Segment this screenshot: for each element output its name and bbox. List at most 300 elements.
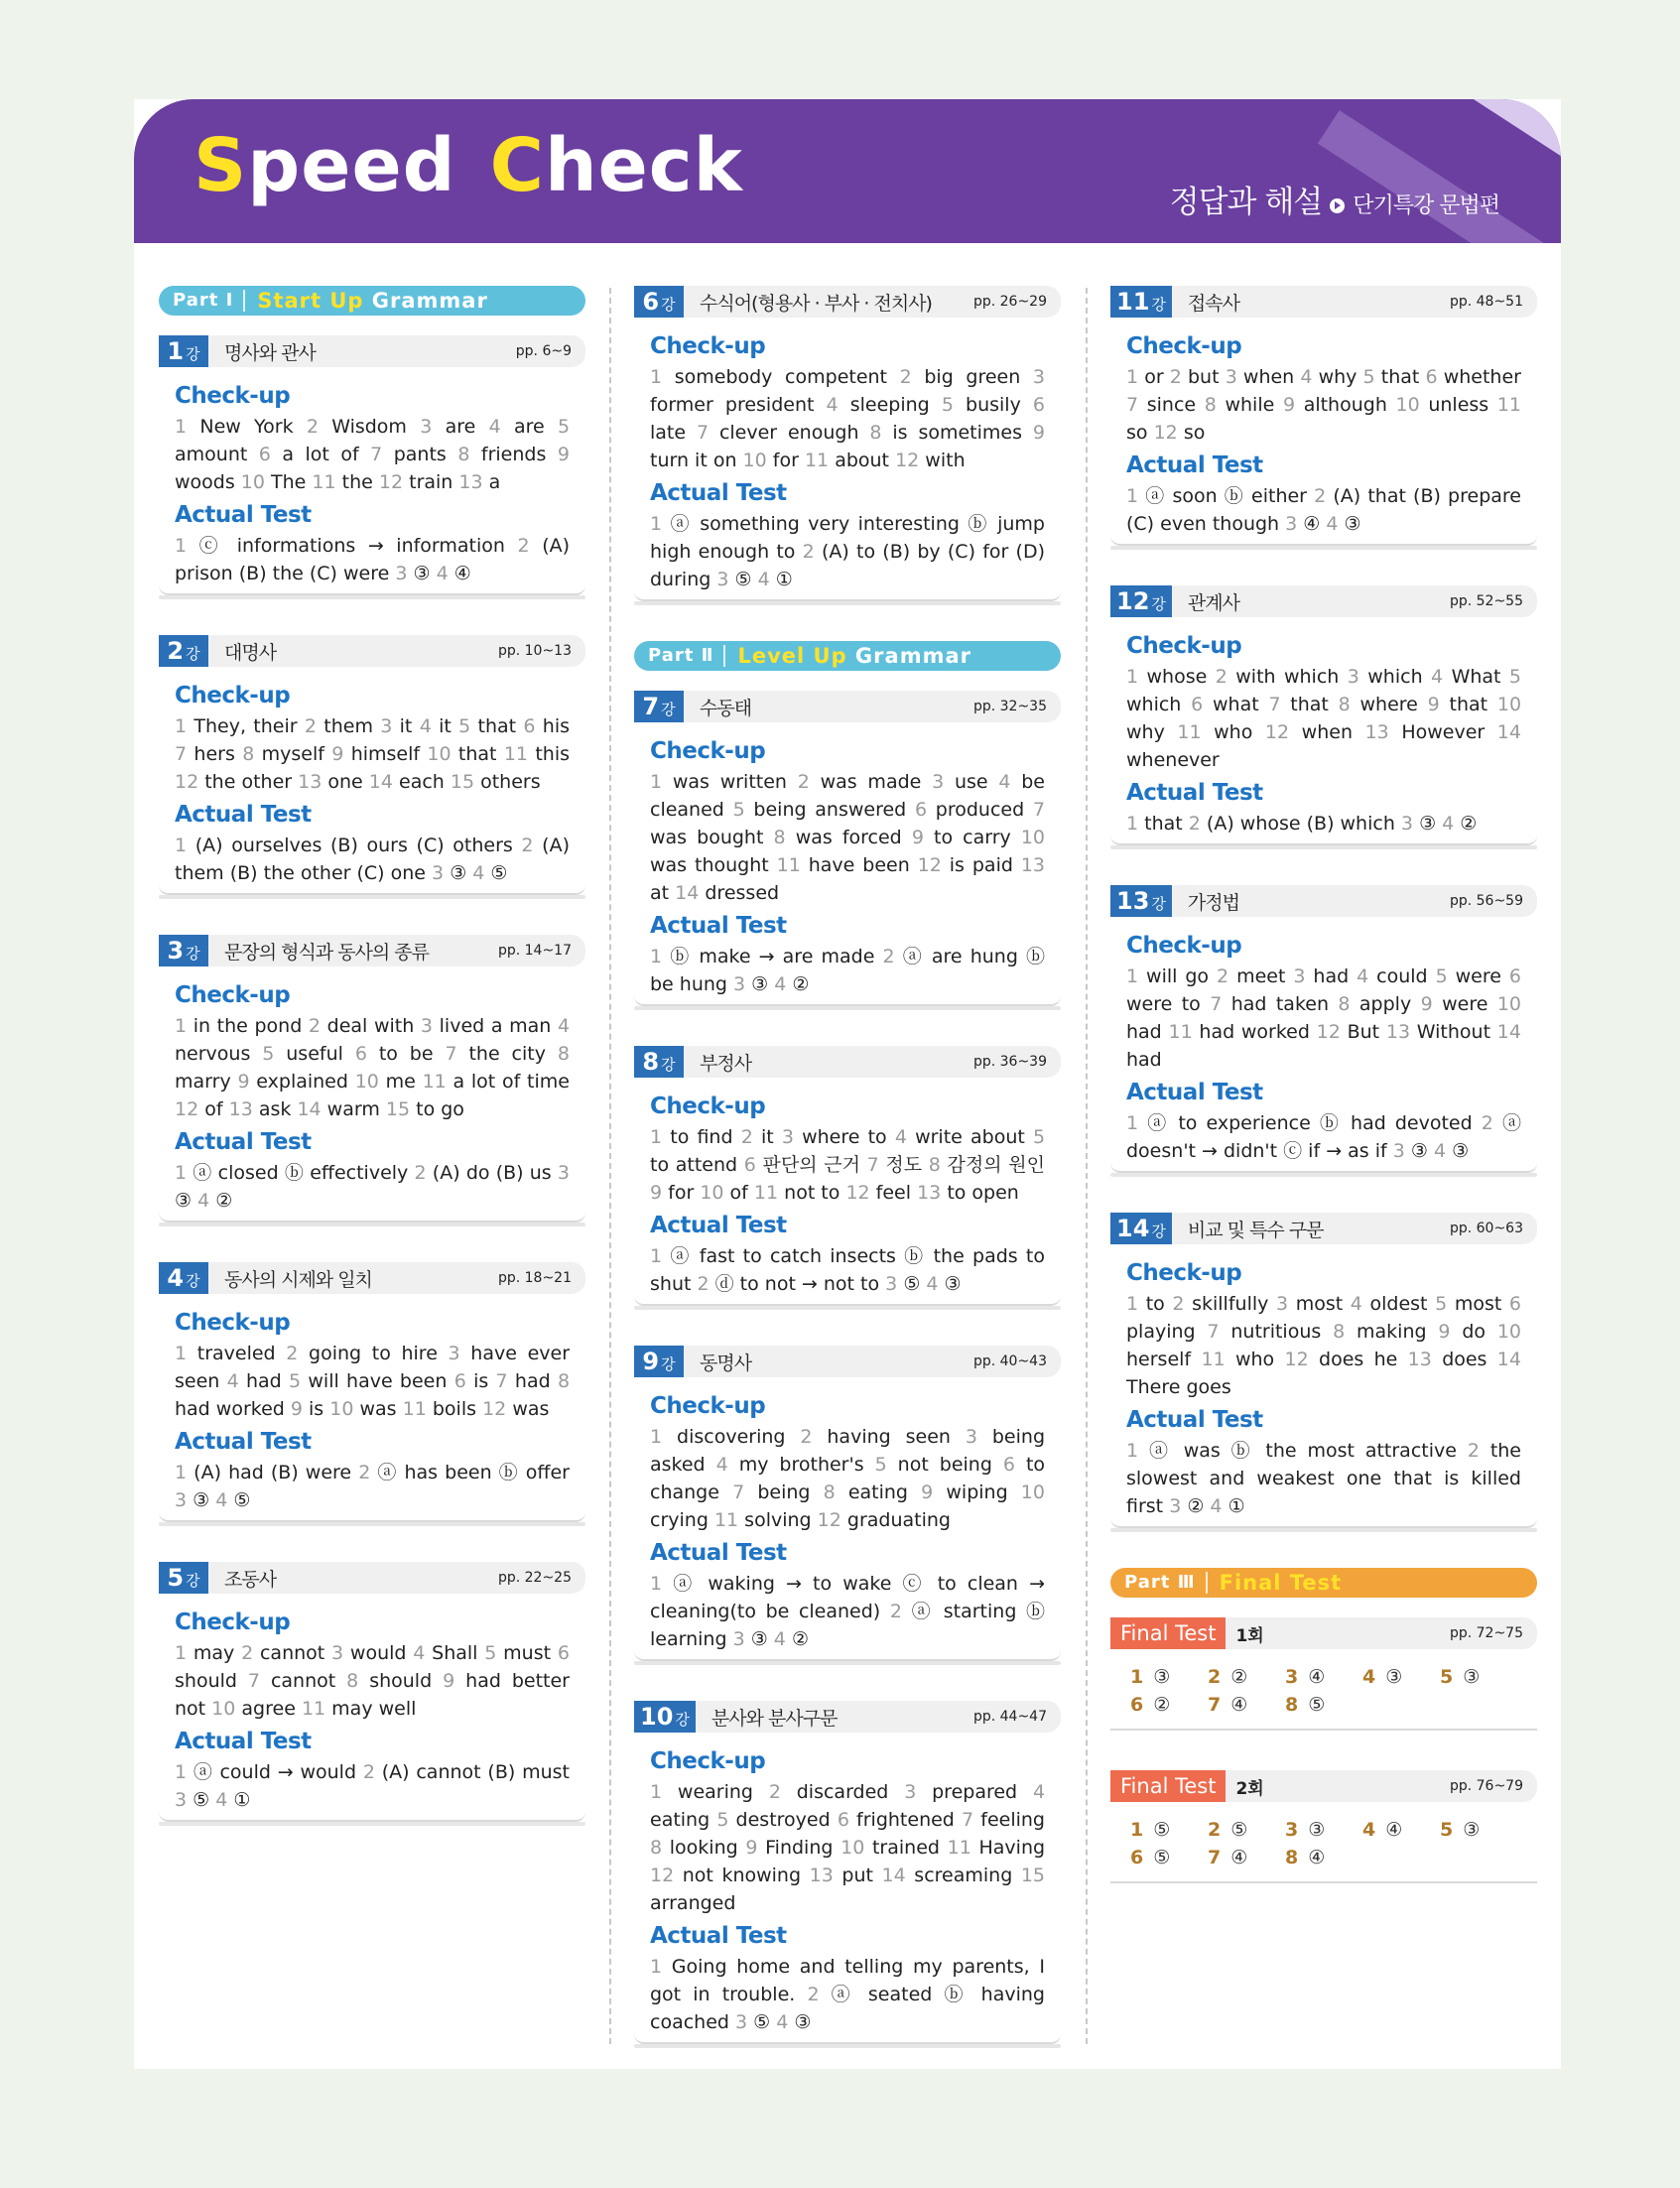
answer-number: 6 (837, 1809, 849, 1831)
answer-item (241, 1642, 324, 1664)
answer-text: when (1301, 721, 1353, 743)
lesson-answers (634, 1377, 1061, 1653)
answer-number: 10 (1020, 1481, 1045, 1503)
actual-test-heading: Actual Test (175, 1129, 312, 1155)
answer-number: 6 (523, 715, 536, 737)
lesson-pages: pp. 14~17 (497, 943, 572, 959)
answer-text: sleeping (849, 394, 930, 416)
column-divider (609, 288, 611, 2044)
answer-number: 14 (881, 1865, 906, 1886)
answer-item (733, 973, 768, 995)
answer-item (1126, 485, 1307, 507)
answer-number: 2 (306, 416, 319, 438)
answer-text: whenever (1126, 749, 1220, 771)
answer-item (175, 1462, 351, 1483)
answer-number: 8 (1285, 1694, 1299, 1716)
answer-number: 1 (1126, 366, 1139, 388)
answer-text: with (925, 450, 966, 471)
answer-item (827, 394, 930, 416)
answer-text: since (1146, 394, 1197, 416)
answer-text: Without (1416, 1021, 1491, 1043)
lesson-header (159, 1562, 585, 1594)
answer-item (650, 366, 887, 388)
answer-item (1126, 366, 1164, 388)
answer-item (297, 1098, 379, 1120)
answer-number: 3 (420, 416, 433, 438)
answer-text: Having (978, 1837, 1046, 1859)
answer-item (329, 1398, 396, 1420)
answer-text: screaming (914, 1865, 1013, 1886)
final-test-pages: pp. 72~75 (1449, 1625, 1523, 1641)
answer-text: had better not (175, 1670, 570, 1720)
answer-item (805, 450, 889, 471)
answer-number: 10 (1496, 694, 1522, 715)
answer-item (1168, 1021, 1309, 1043)
answer-text: (A) whose (B) which (1206, 813, 1395, 835)
answer-item (1177, 721, 1252, 743)
lesson-answers (634, 318, 1061, 593)
answer-number: 6 (557, 1642, 570, 1664)
checkup-heading: Check-up (650, 333, 766, 359)
answer-number: 13 (1020, 854, 1046, 876)
answer-item (650, 1182, 694, 1204)
answer-item (735, 2011, 770, 2033)
final-test-round: 2회 (1235, 1778, 1264, 1799)
answer-number: 6 (1130, 1694, 1144, 1716)
lesson-header (159, 935, 585, 966)
answer-text: (A) do (B) us (432, 1162, 552, 1184)
answer-item (1169, 1495, 1204, 1517)
answer-item (732, 1481, 810, 1503)
lesson-answers (159, 1594, 585, 1814)
answer-text: marry (175, 1071, 231, 1093)
answer-number: 10 (1395, 394, 1420, 416)
part-name (1208, 1571, 1343, 1595)
actual-test-heading: Actual Test (1126, 1080, 1263, 1105)
answer-number: 4 (1032, 1781, 1046, 1803)
answer-text: useful (286, 1043, 343, 1065)
answer-text: the slowest and weakest one that is killed first (1126, 1440, 1521, 1517)
answer-text: are (513, 416, 545, 438)
answer-number: 7 (495, 1370, 508, 1392)
answer-text: Going home and telling my parents, I got in trouble. (650, 1956, 1045, 2005)
answer-item (824, 1481, 908, 1503)
answer-number: 11 (713, 1509, 739, 1531)
answer-item (782, 1126, 887, 1148)
answer-number: 13 (1385, 1021, 1411, 1043)
answer-number: 6 (1002, 1454, 1015, 1476)
final-answer (1130, 1663, 1208, 1691)
answer-text: that (1380, 366, 1420, 388)
answer-text: will go (1146, 965, 1210, 987)
actual-test-heading: Actual Test (650, 1540, 787, 1566)
actual-test-heading: Actual Test (650, 480, 787, 506)
checkup-heading: Check-up (650, 738, 766, 764)
answer-item (650, 771, 787, 793)
answer-number: 13 (228, 1098, 253, 1120)
answer-number: 2 (286, 1343, 299, 1364)
final-answer (1285, 1691, 1362, 1719)
answer-item (1438, 1321, 1486, 1343)
part-name (725, 644, 971, 668)
answer-item (869, 422, 1022, 444)
lesson-pages: pp. 6~9 (515, 343, 572, 359)
answer-text: a (488, 471, 501, 493)
answer-text: ③ (1344, 513, 1361, 535)
lesson-card-4 (159, 1262, 585, 1522)
final-test-card (1110, 1617, 1537, 1731)
answer-text: of (729, 1182, 748, 1204)
answer-number: 4 (1362, 1819, 1376, 1841)
answer-text: ③ (1452, 1140, 1470, 1162)
lesson-title: 수동태 (700, 697, 752, 719)
answer-item (1268, 694, 1328, 715)
answer-text: (A) ourselves (B) ours (C) others (194, 835, 513, 856)
answer-number: 3 (1285, 513, 1298, 535)
answer-number: 1 (650, 1126, 663, 1148)
answer-number: 3 (557, 1162, 570, 1184)
answer-item (312, 471, 372, 493)
answer-item (175, 743, 235, 765)
answer-item (472, 862, 507, 884)
answer-text: be cleaned (650, 771, 1045, 821)
answer-text: explained (256, 1071, 348, 1093)
final-answer (1208, 1691, 1285, 1719)
answer-number: 7 (1210, 993, 1223, 1015)
answer-number: 1 (175, 1642, 188, 1664)
answer-number: 5 (874, 1454, 887, 1476)
answer-number: 4 (215, 1489, 228, 1511)
answer-number: 8 (242, 743, 255, 765)
part-name-highlight: Final Test (1219, 1571, 1343, 1595)
lesson-answers (634, 1078, 1061, 1298)
part-name: Start Up Grammar (257, 289, 488, 313)
answer-number: 3 (1285, 1666, 1299, 1688)
answer-number: 6 (453, 1370, 466, 1392)
answer-item (355, 1043, 434, 1065)
answer-number: 8 (1338, 993, 1351, 1015)
answer-text: others (480, 771, 541, 793)
answer-text: Finding (765, 1837, 834, 1859)
lesson-number: 5 (167, 1564, 185, 1592)
answer-item (197, 1190, 232, 1212)
answer-number: 6 (743, 1154, 756, 1176)
answer-number: 6 (354, 1043, 367, 1065)
checkup-heading: Check-up (175, 1609, 291, 1635)
answer-item (309, 1015, 414, 1037)
answer-text: is sometimes (892, 422, 1022, 444)
answer-number: 7 (962, 1809, 974, 1831)
final-test-round: 1회 (1235, 1625, 1264, 1646)
answer-number: 3 (1392, 1140, 1405, 1162)
answer-item (395, 563, 430, 584)
answer-text: crying (650, 1509, 709, 1531)
answer-number: 8 (1333, 1321, 1346, 1343)
answer-text: is (473, 1370, 489, 1392)
lesson-card-2 (159, 635, 585, 895)
answer-number: 1 (650, 366, 663, 388)
answer-number: 9 (331, 743, 344, 765)
answer-text: had worked (1199, 1021, 1310, 1043)
answer-text: produced (935, 799, 1025, 821)
answer-item (838, 1809, 955, 1831)
answer-number: 2 (899, 366, 912, 388)
lesson-header (1110, 1213, 1537, 1244)
answer-item (1210, 993, 1329, 1015)
answer-text: ⓐ fast to catch insects ⓑ the pads to shut (650, 1245, 1045, 1295)
answer-number: 9 (1438, 1321, 1451, 1343)
answer-item (1170, 366, 1220, 388)
answer-item (1189, 813, 1395, 835)
answer-item (423, 1071, 570, 1093)
answer-text: going to hire (309, 1343, 438, 1364)
lesson-unit: 강 (186, 1272, 200, 1290)
answer-number: 12 (482, 1398, 507, 1420)
answer-number: 2 (308, 1015, 322, 1037)
answer-text: ⓐ to experience ⓑ had devoted (1147, 1112, 1473, 1134)
answer-text: ④ (1303, 513, 1321, 535)
answer-number: 10 (700, 1182, 724, 1204)
answer-number: 7 (175, 743, 188, 765)
answer-number: 2 (521, 835, 534, 856)
answer-text: amount (175, 444, 248, 465)
answer-item (248, 1670, 335, 1692)
answer-item (227, 1370, 282, 1392)
answer-number: 12 (917, 854, 942, 876)
answer-number: 1 (650, 1573, 663, 1595)
answer-text: was made (820, 771, 922, 793)
answer-number: 3 (420, 1015, 434, 1037)
answer-number: 8 (928, 1154, 941, 1176)
answer-text: What (1451, 666, 1501, 688)
answer-number: 1 (650, 513, 663, 535)
lesson-title: 접속사 (1187, 292, 1239, 315)
answer-number: 2 (1215, 666, 1228, 688)
answer-number: 2 (517, 535, 530, 557)
answer-text: had (1126, 1021, 1162, 1043)
final-answer (1208, 1816, 1285, 1844)
answer-text: should (369, 1670, 433, 1692)
answer-item (745, 1837, 833, 1859)
answer-item (1126, 965, 1209, 987)
answer-text: which (1126, 694, 1182, 715)
answer-number: 11 (1496, 394, 1522, 416)
part-label: Part Ⅲ (1110, 1572, 1208, 1594)
answer-item (289, 1370, 447, 1392)
answer-number: 7 (1208, 1694, 1222, 1716)
part3-banner (1110, 1568, 1537, 1598)
answer-text: where (1359, 694, 1418, 715)
answer-text: friends (480, 444, 547, 465)
answer-text: But (1347, 1021, 1380, 1043)
answer-item (415, 1162, 552, 1184)
part-name-rest: Grammar (846, 644, 971, 668)
answer-text: what (1212, 694, 1259, 715)
answer-item (926, 1273, 961, 1295)
answer-number: 8 (557, 1370, 571, 1392)
answer-text: eating (847, 1481, 908, 1503)
answer-text: ③ (1385, 1666, 1403, 1688)
lesson-number: 7 (642, 693, 660, 720)
answer-item (1357, 965, 1428, 987)
answer-number: 6 (1508, 965, 1521, 987)
answer-list (650, 768, 1045, 907)
answer-item (451, 771, 541, 793)
answer-item (716, 1809, 830, 1831)
answer-item (1338, 993, 1411, 1015)
answer-number: 2 (807, 1984, 820, 2005)
speed-check-logo: Speed Check (194, 123, 743, 208)
answer-item (305, 715, 373, 737)
lesson-unit: 강 (661, 296, 676, 314)
lesson-card-6 (634, 286, 1061, 601)
answer-item (1348, 666, 1423, 688)
lesson-answers (1110, 917, 1537, 1165)
answer-list (175, 1012, 570, 1123)
answer-item (1436, 965, 1501, 987)
answer-number: 7 (732, 1481, 745, 1503)
lesson-title: 동사의 시제와 일치 (224, 1268, 372, 1291)
answer-item (175, 771, 292, 793)
answer-item (917, 1182, 1019, 1204)
answer-text: or (1144, 366, 1164, 388)
answer-item (650, 946, 874, 967)
answer-number: 4 (1350, 1293, 1362, 1315)
answer-number: 3 (1032, 366, 1045, 388)
answer-text: ⑤ (753, 2011, 771, 2033)
actual-test-heading: Actual Test (1126, 780, 1263, 806)
answer-number: 7 (696, 422, 710, 444)
answer-text: had (245, 1370, 282, 1392)
answer-item (454, 1370, 489, 1392)
answer-number: 1 (1126, 1112, 1139, 1134)
answer-text: discovering (677, 1426, 786, 1448)
answer-item (1326, 513, 1360, 535)
answer-list (650, 1778, 1045, 1917)
lesson-badge (1110, 585, 1172, 617)
lesson-answers (1110, 318, 1537, 538)
answer-text: while (1225, 394, 1275, 416)
answer-number: 7 (1208, 1847, 1222, 1868)
answer-number: 3 (1400, 813, 1414, 835)
answer-text: ③ (413, 563, 431, 584)
lesson-pages: pp. 44~47 (972, 1709, 1047, 1725)
answer-number: 3 (781, 1126, 794, 1148)
answer-text: ② (1230, 1666, 1248, 1688)
answer-number: 9 (237, 1071, 250, 1093)
lesson-number: 14 (1116, 1215, 1150, 1242)
answer-text: put (841, 1865, 873, 1886)
answer-list (1126, 963, 1521, 1074)
answer-text: write about (915, 1126, 1025, 1148)
final-test-label: Final Test (1110, 1770, 1226, 1802)
answer-item (1210, 1495, 1244, 1517)
answer-item (457, 444, 546, 465)
lesson-badge (159, 935, 208, 966)
answer-item (1396, 394, 1489, 416)
answer-number: 15 (450, 771, 475, 793)
answer-item (1300, 366, 1357, 388)
answer-number: 10 (427, 743, 452, 765)
answer-number: 1 (650, 771, 663, 793)
answer-text: where to (802, 1126, 887, 1148)
answer-text: nervous (175, 1043, 251, 1065)
answer-number: 5 (262, 1043, 275, 1065)
answer-item (420, 715, 452, 737)
answer-text: big green (924, 366, 1021, 388)
answer-item (1205, 394, 1275, 416)
answer-text: to change (650, 1454, 1046, 1503)
answer-number: 13 (1364, 721, 1389, 743)
answer-text: oldest (1369, 1293, 1428, 1315)
answer-item (1425, 366, 1520, 388)
checkup-heading: Check-up (175, 383, 291, 409)
answer-text: was thought (650, 854, 769, 876)
answer-text: whether (1443, 366, 1521, 388)
lesson-number: 2 (167, 637, 185, 665)
answer-number: 8 (1285, 1847, 1299, 1868)
actual-test-heading: Actual Test (650, 913, 787, 939)
lesson-unit: 강 (186, 645, 200, 663)
answer-text: ⓑ make → are made (670, 946, 875, 967)
answer-item (175, 1015, 302, 1037)
answer-text: wiping (946, 1481, 1008, 1503)
answer-text: ⑤ (1308, 1694, 1326, 1716)
lesson-title: 비교 및 특수 구문 (1187, 1219, 1324, 1241)
answer-number: 5 (941, 394, 954, 416)
answer-item (237, 1071, 348, 1093)
answer-item (875, 1454, 992, 1476)
final-answer (1440, 1663, 1517, 1691)
answer-number: 10 (1496, 993, 1522, 1015)
actual-test-heading: Actual Test (175, 802, 312, 828)
answer-number: 13 (809, 1865, 834, 1886)
answer-item (291, 1398, 323, 1420)
answer-text: apply (1358, 993, 1412, 1015)
lesson-pages: pp. 32~35 (972, 699, 1047, 714)
part2-banner (634, 641, 1061, 671)
answer-text: ⓐ has been ⓑ offer (377, 1462, 570, 1483)
answer-item (175, 1789, 209, 1811)
answer-number: 4 (197, 1190, 210, 1212)
answer-text: ③ (1463, 1819, 1481, 1841)
answer-number: 1 (175, 1761, 188, 1783)
answer-number: 3 (716, 569, 729, 590)
answer-text: about (835, 450, 890, 471)
answer-item (840, 1837, 940, 1859)
answer-number: 1 (650, 1956, 663, 1978)
answer-number: 4 (776, 2011, 789, 2033)
answer-item (1339, 694, 1418, 715)
answer-item (912, 827, 1011, 848)
answer-item (800, 1426, 951, 1448)
final-test-label: Final Test (1110, 1617, 1226, 1649)
answer-number: 14 (368, 771, 393, 793)
answer-number: 9 (650, 1182, 663, 1204)
lesson-badge (159, 335, 208, 367)
answer-number: 5 (1440, 1819, 1454, 1841)
answer-text: deal with (326, 1015, 415, 1037)
answer-item (386, 1098, 464, 1120)
answer-number: 2 (304, 715, 317, 737)
answer-item (697, 1273, 879, 1295)
answer-text: a lot of (282, 444, 359, 465)
lesson-card-9 (634, 1346, 1061, 1661)
answer-item (777, 854, 910, 876)
answer-text: would (349, 1642, 407, 1664)
answer-number: 3 (932, 771, 945, 793)
answer-text: 정도 (885, 1154, 923, 1176)
